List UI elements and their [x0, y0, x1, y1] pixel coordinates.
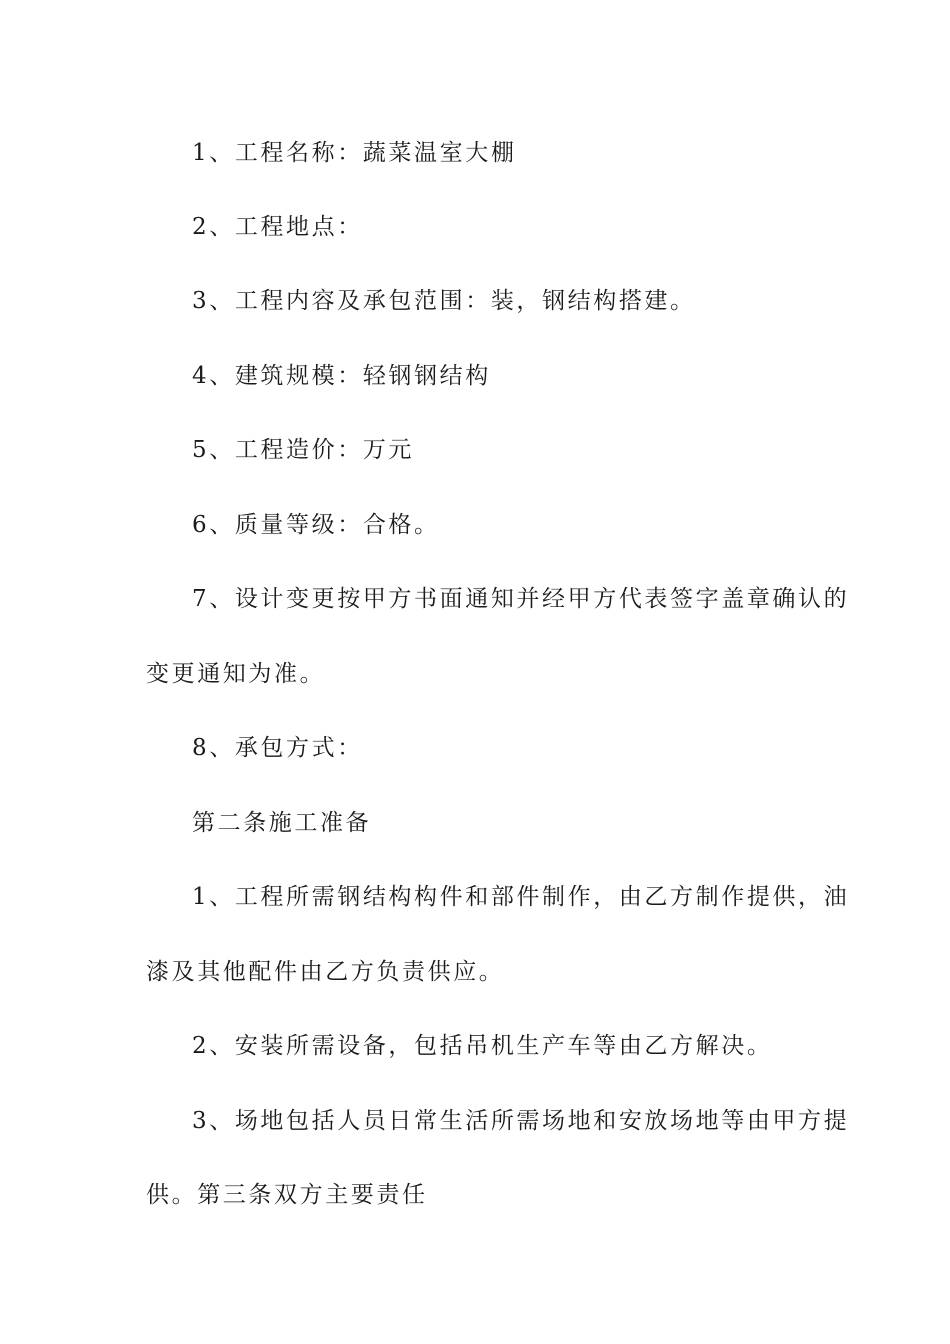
item-building-scale: 4、建筑规模：轻钢钢结构: [192, 363, 491, 389]
item-project-scope: 3、工程内容及承包范围：装，钢结构搭建。: [192, 288, 696, 314]
item-design-change: 7、设计变更按甲方书面通知并经甲方代表签字盖章确认的: [192, 586, 850, 612]
item-project-name: 1、工程名称：蔬菜温室大棚: [192, 140, 517, 166]
item-design-change-cont: 变更通知为准。: [146, 661, 326, 687]
prep-item-site-cont: 供。第三条双方主要责任: [146, 1182, 428, 1208]
item-quality-grade: 6、质量等级：合格。: [192, 512, 440, 538]
item-project-location: 2、工程地点：: [192, 214, 363, 240]
item-contract-method: 8、承包方式：: [192, 735, 363, 761]
prep-item-components-cont: 漆及其他配件由乙方负责供应。: [146, 959, 505, 985]
prep-item-equipment: 2、安装所需设备，包括吊机生产车等由乙方解决。: [192, 1033, 773, 1059]
prep-item-site: 3、场地包括人员日常生活所需场地和安放场地等由甲方提: [192, 1108, 850, 1134]
prep-item-components: 1、工程所需钢结构构件和部件制作，由乙方制作提供，油: [192, 884, 850, 910]
item-project-cost: 5、工程造价：万元: [192, 437, 415, 463]
section-heading-preparation: 第二条施工准备: [192, 810, 372, 836]
